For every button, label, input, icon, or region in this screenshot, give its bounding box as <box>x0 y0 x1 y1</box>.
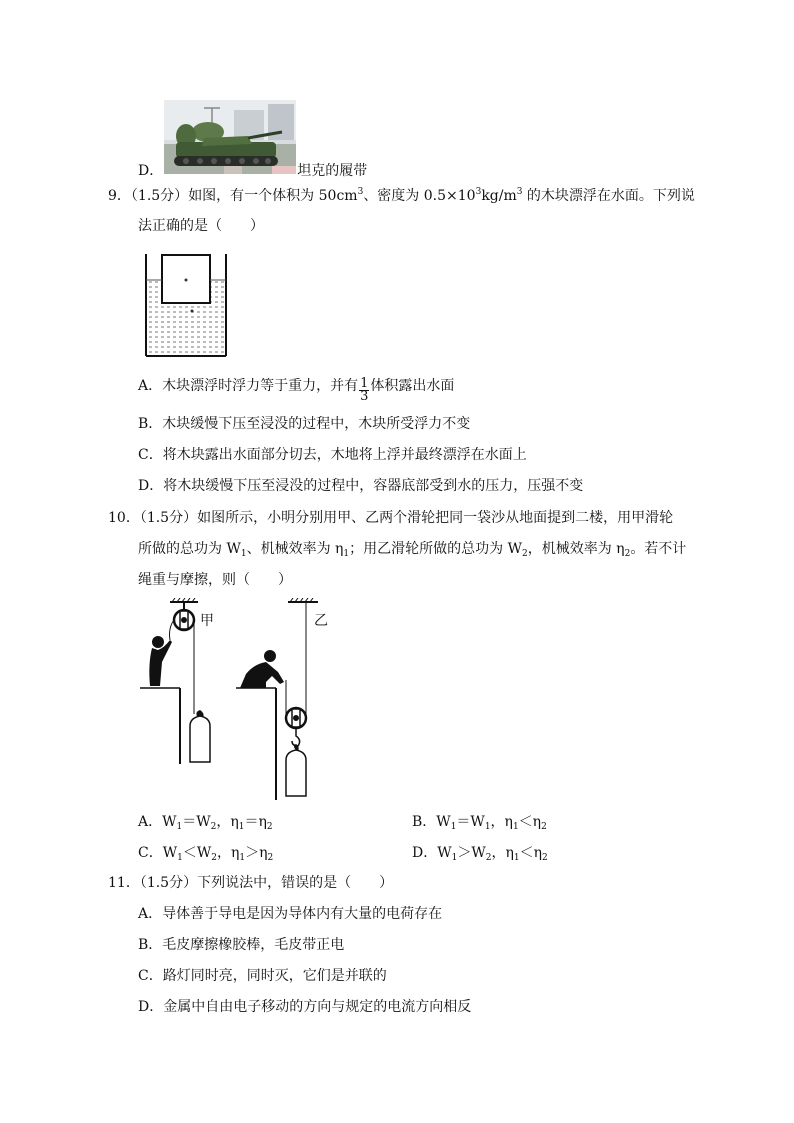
q8-option-d-label: D． <box>138 163 164 179</box>
q10-option-a <box>138 812 273 832</box>
q9-option-a-fraction <box>359 378 369 403</box>
q10-b-m2: ，η <box>490 814 513 830</box>
q10-c-s3: 1 <box>239 853 246 863</box>
q10-sub3: 2 <box>522 549 528 559</box>
q11-score: （1.5分） <box>139 875 198 891</box>
label-jia: 甲 <box>200 613 214 629</box>
q9-option-a <box>138 376 454 403</box>
q10-c-m2: ，η <box>216 845 240 861</box>
q10-number: 10． <box>108 510 140 526</box>
movable-pulley-diagram <box>236 598 320 802</box>
fraction-denominator: 3 <box>360 389 369 404</box>
q10-a-l: A．W <box>138 814 177 830</box>
q10-a-s3: 1 <box>238 822 245 832</box>
q10-stem-line1 <box>108 508 673 528</box>
q10-stem2-d: ，机械效率为 η <box>527 541 625 557</box>
q10-option-c <box>138 843 273 863</box>
fraction-numerator: 1 <box>360 376 369 391</box>
q11-stem-text: 下列说法中，错误的是（ ） <box>197 875 394 891</box>
q10-b-m3: ＜η <box>518 814 542 830</box>
q8-option-d <box>138 161 367 181</box>
q10-sub2: 1 <box>343 549 350 559</box>
q10-stem2-e: 。若不计 <box>630 541 687 557</box>
q10-sub1: 1 <box>240 549 247 559</box>
q10-option-d <box>412 843 548 863</box>
q9-sup2: 3 <box>475 187 482 197</box>
q9-stem-line2: 法正确的是（ ） <box>138 218 264 234</box>
q9-stem <box>108 186 695 206</box>
q10-c-l: C．W <box>138 845 178 861</box>
q10-a-s4: 2 <box>266 822 273 832</box>
q10-a-s2: 2 <box>210 822 217 832</box>
q10-c-m3: ＞η <box>245 845 268 861</box>
q10-a-m2: ，η <box>216 814 239 830</box>
q10-score: （1.5分） <box>139 510 198 526</box>
q10-a-m1: ＝W <box>182 814 211 830</box>
q10-stem-line2 <box>138 539 686 559</box>
q10-c-s2: 2 <box>211 853 217 863</box>
q9-option-a-text2: 体积露出水面 <box>370 378 455 394</box>
q10-sub4: 2 <box>624 549 631 559</box>
q11-option-d: D．金属中自由电子移动的方向与规定的电流方向相反 <box>138 999 472 1015</box>
q10-b-s3: 1 <box>512 822 519 832</box>
q8-option-d-text: 坦克的履带 <box>297 163 368 179</box>
q9-stem-a: 如图，有一个体积为 50cm <box>188 188 358 204</box>
q9-number: 9． <box>108 188 131 204</box>
q10-b-m1: ＝W <box>456 814 485 830</box>
q11-number: 11． <box>108 875 140 891</box>
q10-d-m2: ，η <box>491 845 514 861</box>
q10-d-m3: ＜η <box>519 845 542 861</box>
q9-score: （1.5分） <box>130 188 189 204</box>
q10-stem2-c: ；用乙滑轮所做的总功为 W <box>349 541 522 557</box>
q9-sup3: 3 <box>516 187 523 197</box>
q10-d-s4: 2 <box>542 853 548 863</box>
q10-c-s4: 2 <box>267 853 274 863</box>
q9-option-b: B．木块缓慢下压至浸没的过程中，木块所受浮力不变 <box>138 416 471 432</box>
q10-d-l: D．W <box>412 845 452 861</box>
q10-b-s2: 1 <box>484 822 491 832</box>
q10-c-s1: 1 <box>177 853 183 863</box>
q10-d-s3: 1 <box>513 853 520 863</box>
q10-option-b <box>412 812 547 832</box>
q10-a-m3: ＝η <box>244 814 267 830</box>
q10-d-s1: 1 <box>451 853 458 863</box>
q11-stem <box>108 873 393 893</box>
q10-c-m1: ＜W <box>182 845 212 861</box>
q9-stem-c: kg/m <box>481 188 517 204</box>
q9-sup1: 3 <box>357 187 364 197</box>
q9-option-a-text1: A．木块漂浮时浮力等于重力，并有 <box>138 378 359 394</box>
q9-option-c: C．将木块露出水面部分切去，木地将上浮并最终漂浮在水面上 <box>138 447 527 463</box>
q9-stem-d: 的木块漂浮在水面。下列说 <box>522 188 695 204</box>
q10-stem2-b: 、机械效率为 η <box>246 541 344 557</box>
q9-stem-b: 、密度为 0.5×10 <box>363 188 476 204</box>
q10-b-l: B．W <box>412 814 451 830</box>
q11-option-b: B．毛皮摩擦橡胶棒，毛皮带正电 <box>138 937 345 953</box>
q10-b-s4: 2 <box>541 822 547 832</box>
q10-d-m1: ＞W <box>457 845 486 861</box>
q9-option-d: D．将木块缓慢下压至浸没的过程中，容器底部受到水的压力，压强不变 <box>138 478 584 494</box>
q10-stem-text1: 如图所示，小明分别用甲、乙两个滑轮把同一袋沙从地面提到二楼，用甲滑轮 <box>197 510 674 526</box>
q10-b-s1: 1 <box>450 822 457 832</box>
q10-d-s2: 2 <box>485 853 492 863</box>
q10-stem2-a: 所做的总功为 W <box>138 541 241 557</box>
label-yi: 乙 <box>314 613 328 629</box>
q11-option-a: A．导体善于导电是因为导体内有大量的电荷存在 <box>138 906 443 922</box>
q11-option-c: C．路灯同时亮，同时灭，它们是并联的 <box>138 968 387 984</box>
wood-block-water-diagram <box>142 250 230 360</box>
q10-stem-line3: 绳重与摩擦，则（ ） <box>138 572 292 588</box>
q10-a-s1: 1 <box>176 822 183 832</box>
